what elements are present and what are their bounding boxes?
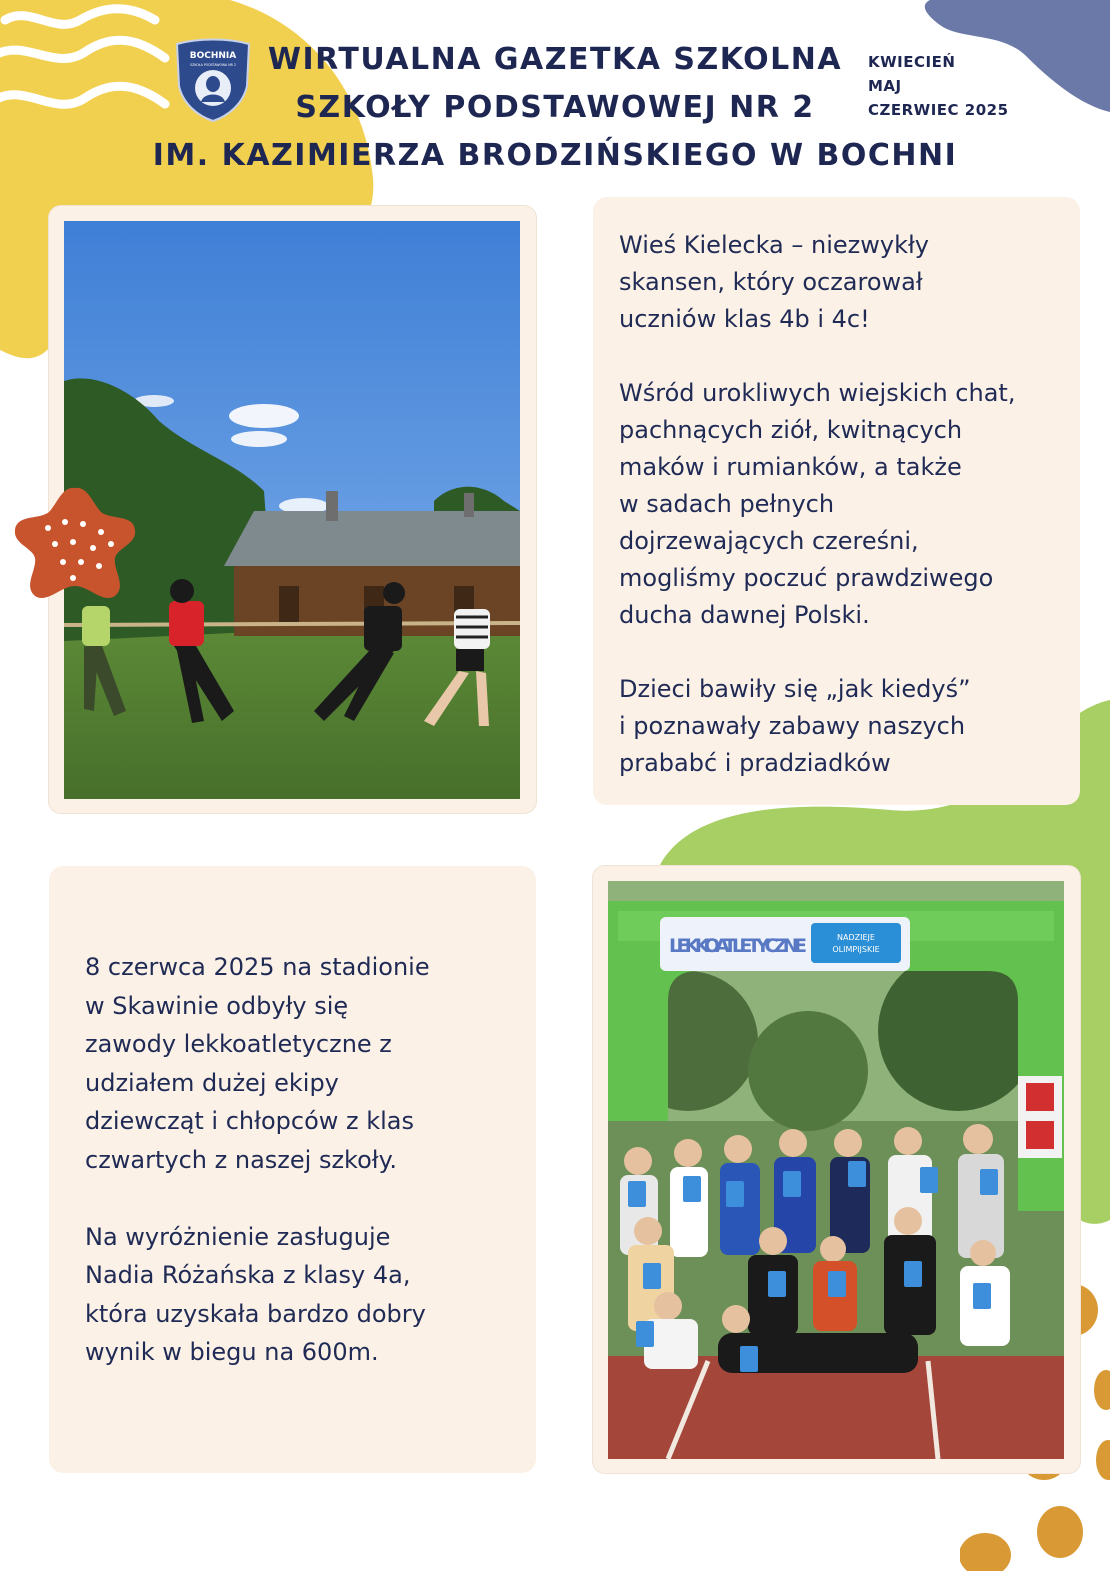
title-line-2: SZKOŁY PODSTAWOWEJ NR 2: [295, 90, 815, 125]
banner-main-text: LEKKOATLETYCZNE: [669, 935, 807, 957]
date-line-3: CZERWIEC 2025: [868, 101, 1009, 119]
issue-date: [868, 50, 1009, 122]
title-line-1: WIRTUALNA GAZETKA SZKOLNA: [267, 42, 843, 77]
banner-sub-text-2: OLIMPIJSKIE: [832, 945, 880, 954]
date-line-1: KWIECIEŃ: [868, 53, 956, 71]
orange-flower-decoration: [13, 482, 138, 604]
newspaper-title: [130, 36, 980, 180]
photo-frame-athletics: [593, 866, 1080, 1473]
logo-sub-text: SZKOŁA PODSTAWOWA NR 2: [190, 63, 236, 67]
article-athletics-card: [49, 866, 536, 1473]
logo-top-text: BOCHNIA: [189, 51, 237, 61]
photo-athletics-group: [608, 881, 1064, 1459]
article-skansen-text: Wieś Kielecka – niezwykły skansen, który oczarował uczniów klas 4b i 4c! Wśród urokliwych wiejskich chat, pachnących ziół, kwitnących maków i rumianków, a także w sadach pełnych dojrzewających czereśni, mogliśmy poczuć prawdziwego ducha dawnej Polski. Dzieci bawiły się „jak kiedyś” i poznawały zabawy naszych prababć i pradziadków: [619, 231, 1016, 777]
banner-sub-text-1: NADZIEJE: [837, 933, 875, 942]
article-athletics-text: 8 czerwca 2025 na stadionie w Skawinie odbyły się zawody lekkoatletyczne z udziałem dużej ekipy dziewcząt i chłopców z klas czwartych z naszej szkoły. Na wyróżnienie zasługuje Nadia Różańska z klasy 4a, która uzyskała bardzo dobry wynik w biegu na 600m.: [85, 953, 430, 1366]
title-line-3: IM. KAZIMIERZA BRODZIŃSKIEGO W BOCHNI: [152, 138, 958, 173]
article-skansen-card: [593, 197, 1080, 805]
date-line-2: MAJ: [868, 77, 902, 95]
